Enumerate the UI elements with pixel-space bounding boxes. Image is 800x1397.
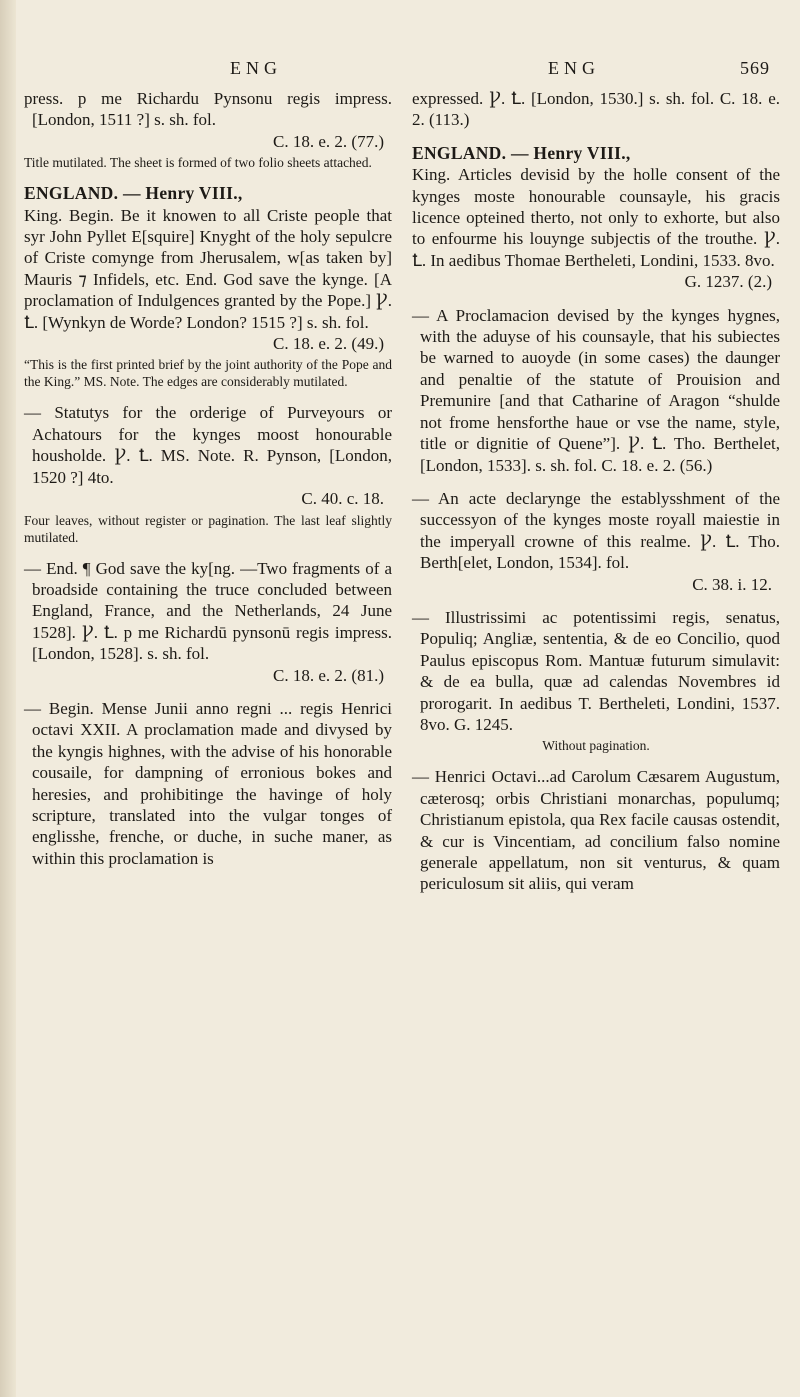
entry-text: — Illustrissimi ac potentissimi regis, senatus, Populiq; Angliæ, sententia, & de eo Concilio, quod Paulus episcopus Rom. Mantuæ futurum simulavit: & de ea bulla, quæ ad calendas Novembres id prorogarit. In aedibus T. Bertheleti, Londini, 1537. 8vo. G. 1245. [412,607,780,734]
shelfmark: C. 40. c. 18. [301,489,384,509]
page-number: 569 [740,58,770,78]
entry-note: Title mutilated. The sheet is formed of two folio sheets attached. [24,155,372,171]
entry-text: press. p me Richardu Pynsonu regis impress. [London, 1511 ?] s. sh. fol. [24,89,392,130]
heading: ENGLAND. — Henry VIII., [412,142,631,163]
running-head-right: ENG [548,58,600,78]
entry-text: — Statutys for the orderige of Purveyours or Achatours for the kynges moost honourable housholde. Ꝩ. Ꝉ. MS. Note. R. Pynson, [London, 1520 ?] 4to. [24,403,392,487]
shelfmark: C. 18. e. 2. (81.) [273,665,384,685]
left-column [24,88,392,869]
right-column [412,88,780,895]
entry-text: — Begin. Mense Junii anno regni ... regis Henrici octavi XXII. A proclamation made and divysed by the kyngis highnes, with the advise of his honorable cousaile, for dampning of erronious bokes and heresies, and prohibitinge the havinge of holy scripture, translated into the vulgar tonges of englisshe, frenche, or duche, in suche maner, as within this proclamation is [24,698,392,868]
entry-text: King. Begin. Be it knowen to all Criste people that syr John Pyllet E[squire] Knyght of the holy sepulcre of Criste comynge from Jherusalem, w[as taken by] Mauris ⁊ Infidels, etc. End. God save the kynge. [A proclamation of Indulgences granted by the Pope.] Ꝩ. Ꝉ. [Wynkyn de Worde? London? 1515 ?] s. sh. fol. [24,205,392,332]
shelfmark: G. 1237. (2.) [684,272,772,292]
shelfmark: C. 18. e. 2. (49.) [273,334,384,354]
entry-text: — An acte declarynge the establysshment of the successyon of the kynges moste royall maiestie in the imperyall crowne of this realme. Ꝩ. Ꝉ. Tho. Berth[elet, London, 1534]. fol. [412,488,780,573]
binding-edge [0,0,16,1397]
entry-text: King. Articles devisid by the holle consent of the kynges moste honourable counsayle, his gracis licence opteined therto, not only to exhorte, but also to enfourme his louynge subjectis of the trouthe. Ꝩ. Ꝉ. In aedibus Thomae Bertheleti, Londini, 1533. 8vo. [412,165,780,270]
entry-text: — End. ¶ God save the ky[ng. —Two fragments of a broadside containing the truce concluded between England, France, and the Netherlands, 24 June 1528]. Ꝩ. Ꝉ. p me Richardū pynsonū regis impress. [London, 1528]. s. sh. fol. [24,558,392,664]
entry-text: expressed. Ꝩ. Ꝉ. [London, 1530.] s. sh. fol. C. 18. e. 2. (113.) [412,89,780,130]
heading: ENGLAND. — Henry VIII., [24,183,243,204]
shelfmark: C. 38. i. 12. [692,574,772,594]
shelfmark: C. 18. e. 2. (77.) [273,131,384,151]
entry-note: Four leaves, without register or pagination. The last leaf slightly mutilated. [24,512,392,545]
entry-note: “This is the first printed brief by the joint authority of the Pope and the King.” MS. Note. The edges are considerably mutilated. [24,357,392,390]
running-head-left: ENG [230,58,282,78]
entry-note: Without pagination. [542,738,650,754]
entry-text: — A Proclamacion devised by the kynges hygnes, with the aduyse of his counsayle, that his subiectes be warned to auoyde (in some cases) the daunger and penaltie of the statute of Prouision and Premunire [and that Catharine of Aragon “shulde not frome hensforthe haue or vse the name, style, title or dignitie of Quene”]. Ꝩ. Ꝉ. Tho. Berthelet, [London, 1533]. s. sh. fol. C. 18. e. 2. (56.) [412,305,780,475]
entry-text: — Henrici Octavi...ad Carolum Cæsarem Augustum, cæterosq; orbis Christiani monarchas, populumq; Christianum epistola, qua Rex facile causas ostendit, & cur is Vincentiam, ad concilium falso nomine generale appellatum, non sit venturus, & quam periculosum sit aliis, qui veram [412,767,780,894]
